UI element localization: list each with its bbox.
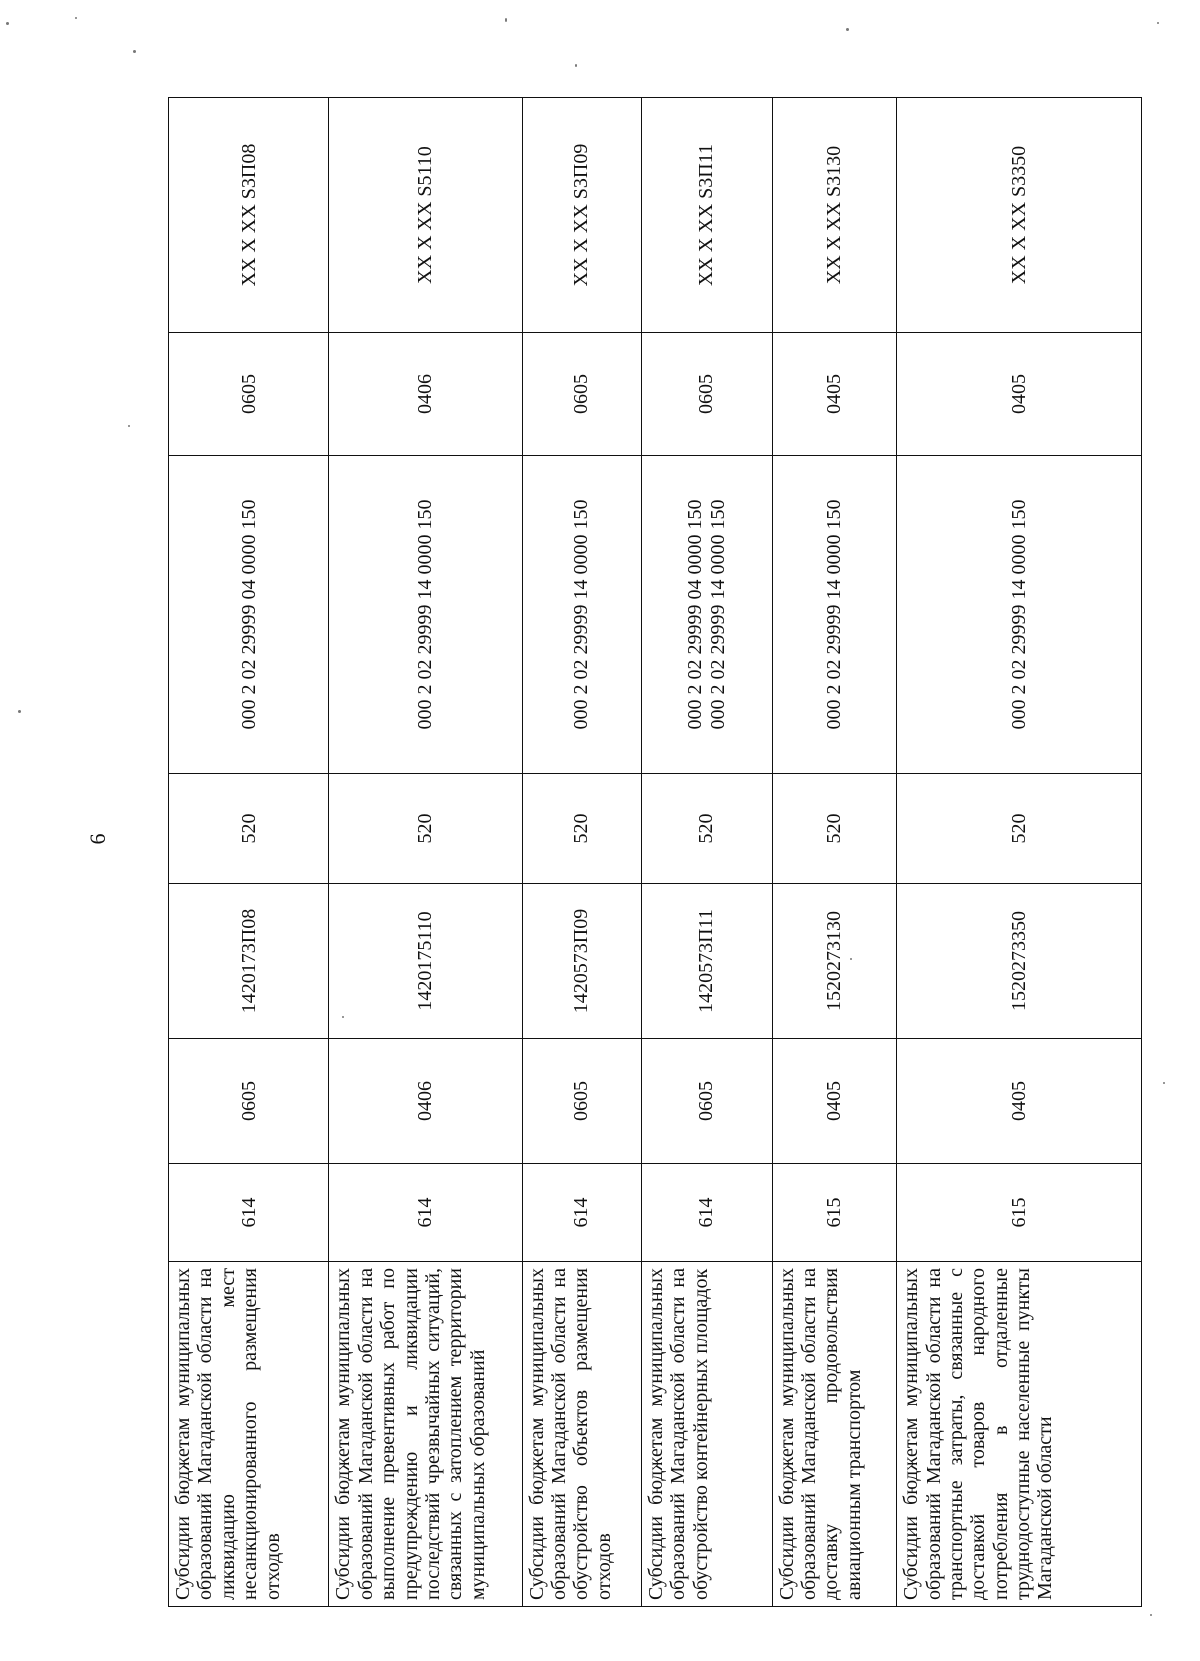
income-code-line: 000 2 02 29999 14 0000 150 [823, 499, 846, 730]
description-text: Субсидии бюджетам муниципальных образований Магаданской области на обустройство объектов размещения отходов [525, 1268, 615, 1600]
section-code-2-cell: 0405 [897, 333, 1142, 456]
section-code-2-cell: 0406 [329, 333, 522, 456]
table-row [169, 98, 329, 1607]
section-code-cell: 0605 [522, 1039, 641, 1164]
scan-speck [342, 1016, 344, 1018]
local-code-cell: XX X XX S3П09 [522, 98, 641, 333]
section-code-cell: 0405 [897, 1039, 1142, 1164]
income-code-cell [897, 456, 1142, 774]
grbs-code-cell: 614 [522, 1164, 641, 1262]
local-code-cell: XX X XX S5110 [329, 98, 522, 333]
section-code-2-cell: 0605 [169, 333, 329, 456]
scan-speck [575, 64, 577, 67]
expense-type-cell: 520 [329, 774, 522, 884]
income-code-cell [329, 456, 522, 774]
target-article-cell: 1420573П09 [522, 884, 641, 1039]
income-code-cell [641, 456, 772, 774]
description-text: Субсидии бюджетам муниципальных образований Магаданской области на доставку продовольствия авиационным транспортом [775, 1268, 865, 1600]
expense-type-cell: 520 [897, 774, 1142, 884]
section-code-cell: 0605 [169, 1039, 329, 1164]
scan-speck [1157, 22, 1159, 24]
budget-classification-table [168, 97, 1142, 1607]
expense-type-cell: 520 [641, 774, 772, 884]
description-cell [641, 1262, 772, 1607]
description-cell [169, 1262, 329, 1607]
scan-speck [6, 22, 9, 25]
income-code-line: 000 2 02 29999 14 0000 150 [706, 499, 729, 730]
income-code-line: 000 2 02 29999 04 0000 150 [237, 499, 260, 730]
income-code-line: 000 2 02 29999 14 0000 150 [570, 499, 593, 730]
expense-type-cell: 520 [169, 774, 329, 884]
income-code-line: 000 2 02 29999 14 0000 150 [1007, 499, 1030, 730]
grbs-code-cell: 615 [897, 1164, 1142, 1262]
section-code-cell: 0605 [641, 1039, 772, 1164]
local-code-cell: XX X XX S3П11 [641, 98, 772, 333]
scan-speck [75, 17, 77, 19]
section-code-2-cell: 0605 [522, 333, 641, 456]
grbs-code-cell: 614 [641, 1164, 772, 1262]
page-number: 6 [85, 833, 110, 845]
target-article-cell: 1420573П11 [641, 884, 772, 1039]
grbs-code-cell: 614 [169, 1164, 329, 1262]
description-cell [329, 1262, 522, 1607]
section-code-cell: 0405 [772, 1039, 897, 1164]
table-body [169, 98, 1142, 1607]
table-row [897, 98, 1142, 1607]
scan-speck [505, 18, 507, 22]
scan-speck [850, 958, 852, 960]
description-cell [897, 1262, 1142, 1607]
local-code-cell: XX X XX S3350 [897, 98, 1142, 333]
description-cell [522, 1262, 641, 1607]
grbs-code-cell: 615 [772, 1164, 897, 1262]
income-code-line: 000 2 02 29999 14 0000 150 [414, 499, 437, 730]
description-text: Субсидии бюджетам муниципальных образований Магаданской области на транспортные затраты, связанные с доставкой товаров народного потребления в отдаленные труднодоступные населенные пункты Магаданской области [900, 1268, 1057, 1600]
description-text: Субсидии бюджетам муниципальных образований Магаданской области на ликвидацию мест несанкционированного размещения отходов [172, 1268, 284, 1600]
section-code-2-cell: 0605 [641, 333, 772, 456]
scan-speck [846, 28, 849, 31]
income-code-line: 000 2 02 29999 04 0000 150 [684, 499, 707, 730]
description-text: Субсидии бюджетам муниципальных образований Магаданской области на обустройство контейнерных площадок [644, 1268, 712, 1600]
table-row [772, 98, 897, 1607]
description-cell [772, 1262, 897, 1607]
table-row [641, 98, 772, 1607]
grbs-code-cell: 614 [329, 1164, 522, 1262]
section-code-2-cell: 0405 [772, 333, 897, 456]
local-code-cell: XX X XX S3130 [772, 98, 897, 333]
income-code-cell [169, 456, 329, 774]
target-article-cell: 1420173П08 [169, 884, 329, 1039]
income-code-cell [772, 456, 897, 774]
income-code-cell [522, 456, 641, 774]
scan-speck [133, 50, 136, 53]
target-article-cell: 1520273130 [772, 884, 897, 1039]
table-row [329, 98, 522, 1607]
scan-speck [1150, 1614, 1152, 1616]
table-container [168, 98, 1142, 1607]
expense-type-cell: 520 [522, 774, 641, 884]
table-row [522, 98, 641, 1607]
target-article-cell: 1420175110 [329, 884, 522, 1039]
section-code-cell: 0406 [329, 1039, 522, 1164]
scan-speck [1163, 1082, 1165, 1084]
expense-type-cell: 520 [772, 774, 897, 884]
description-text: Субсидии бюджетам муниципальных образований Магаданской области на выполнение превентивных работ по предупреждению и ликвидации последствий чрезвычайных ситуаций, связанных с затоплением территории муниципальных образований [332, 1268, 489, 1600]
target-article-cell: 1520273350 [897, 884, 1142, 1039]
scan-speck [128, 425, 130, 427]
local-code-cell: XX X XX S3П08 [169, 98, 329, 333]
scan-speck [18, 710, 21, 713]
